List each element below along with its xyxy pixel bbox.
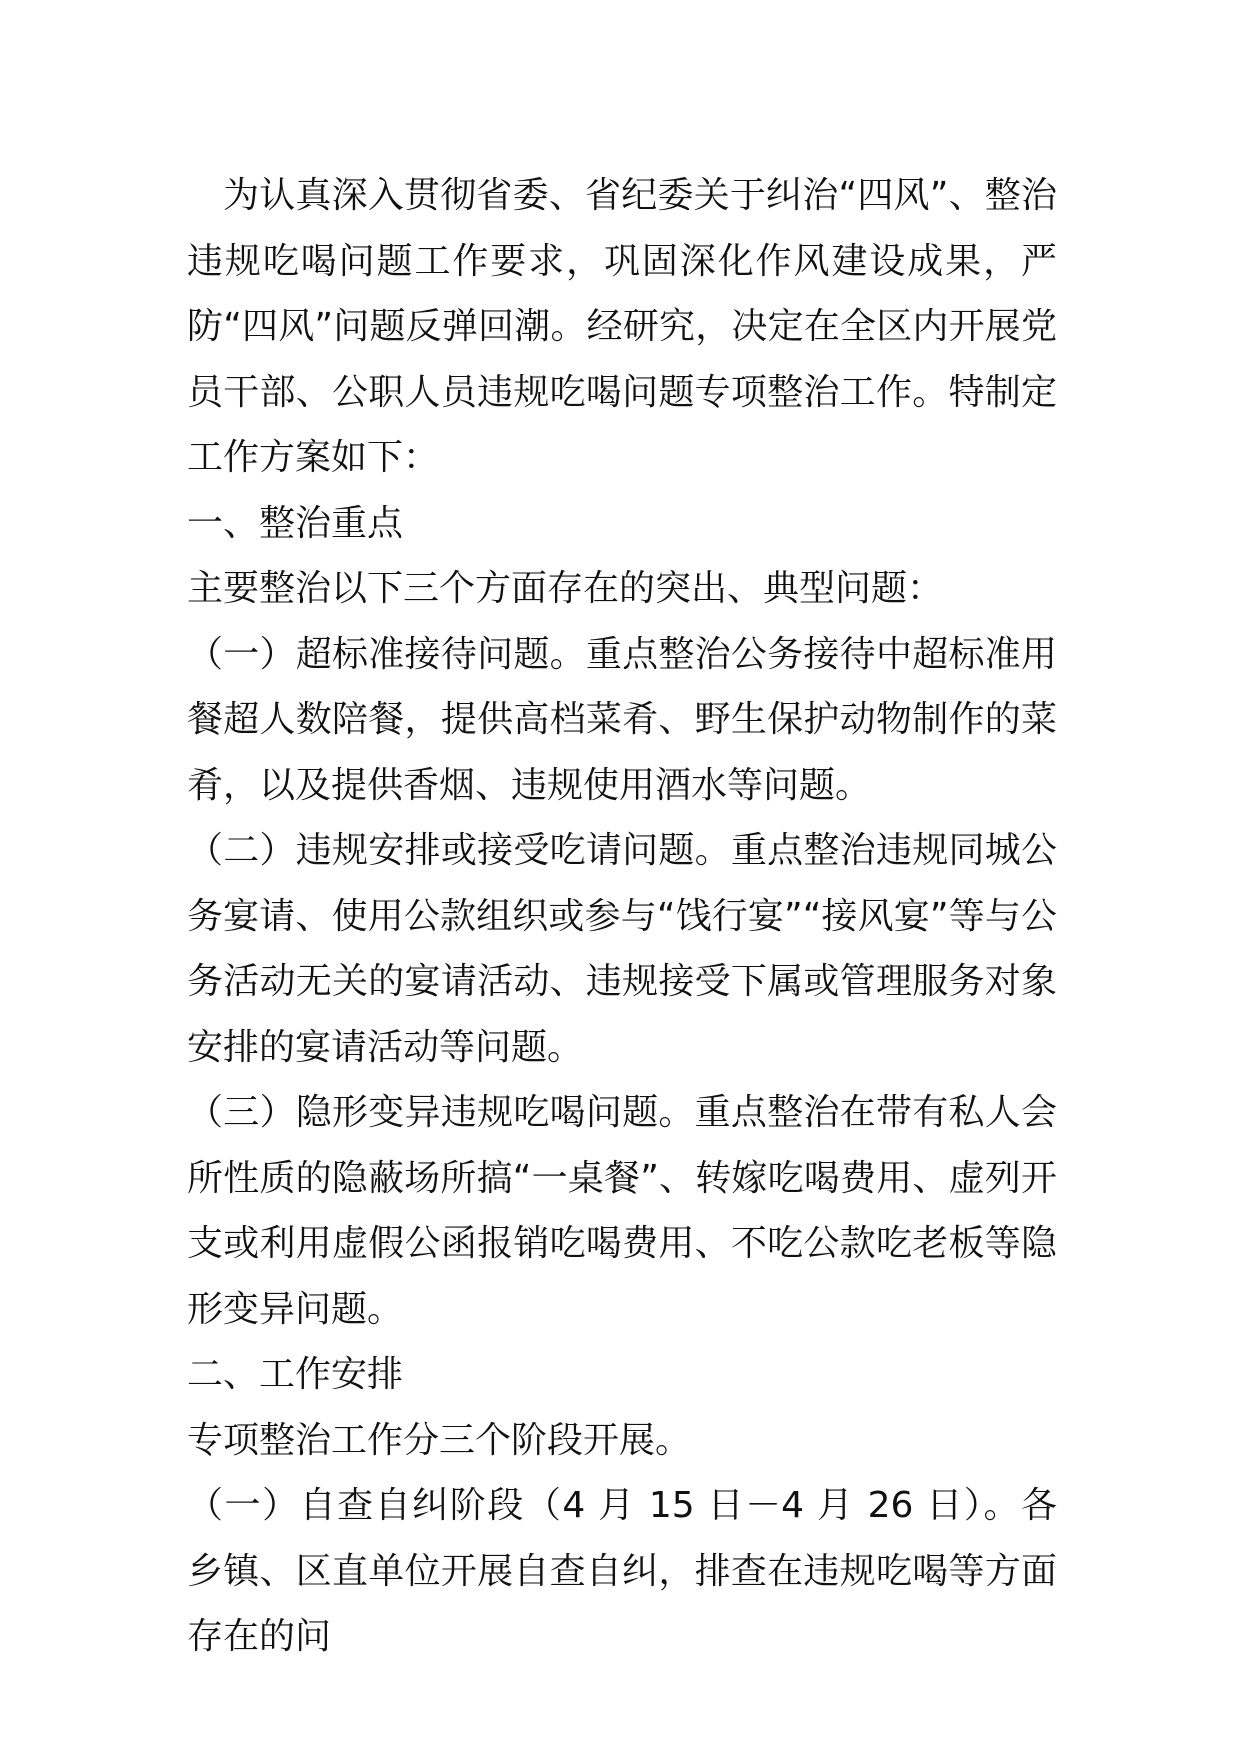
item-hidden-violations: （三）隐形变异违规吃喝问题。重点整治在带有私人会所性质的隐蔽场所搞“一桌餐”、转嫁吃喝费用、虚列开支或利用虚假公函报销吃喝费用、不吃公款吃老板等隐形变异问题。 — [187, 1092, 1057, 1330]
section-heading-rectification-focus: 一、整治重点 — [187, 502, 404, 544]
section-heading-work-arrangement: 二、工作安排 — [187, 1354, 404, 1395]
item-improper-banquets: （二）违规安排或接受吃请问题。重点整治违规同城公务宴请、使用公款组织或参与“饯行宴”“接风宴”等与公务活动无关的宴请活动、违规接受下属或管理服务对象安排的宴请活动等问题。 — [187, 830, 1057, 1068]
document-body — [187, 163, 1057, 1670]
item-over-standard-reception: （一）超标准接待问题。重点整治公务接待中超标准用餐超人数陪餐，提供高档菜肴、野生保护动物制作的菜肴，以及提供香烟、违规使用酒水等问题。 — [187, 633, 1057, 806]
section-intro-paragraph: 主要整治以下三个方面存在的突出、典型问题： — [187, 568, 944, 609]
stage-self-inspection: （一）自查自纠阶段（4 月 15 日－4 月 26 日）。各乡镇、区直单位开展自查自纠，排查在违规吃喝等方面存在的问 — [187, 1485, 1057, 1657]
intro-paragraph: 为认真深入贯彻省委、省纪委关于纠治“四风”、整治违规吃喝问题工作要求，巩固深化作风建设成果，严防“四风”问题反弹回潮。经研究，决定在全区内开展党员干部、公职人员违规吃喝问题专项整治工作。特制定工作方案如下： — [187, 175, 1057, 478]
arrangement-intro-paragraph: 专项整治工作分三个阶段开展。 — [187, 1419, 692, 1461]
